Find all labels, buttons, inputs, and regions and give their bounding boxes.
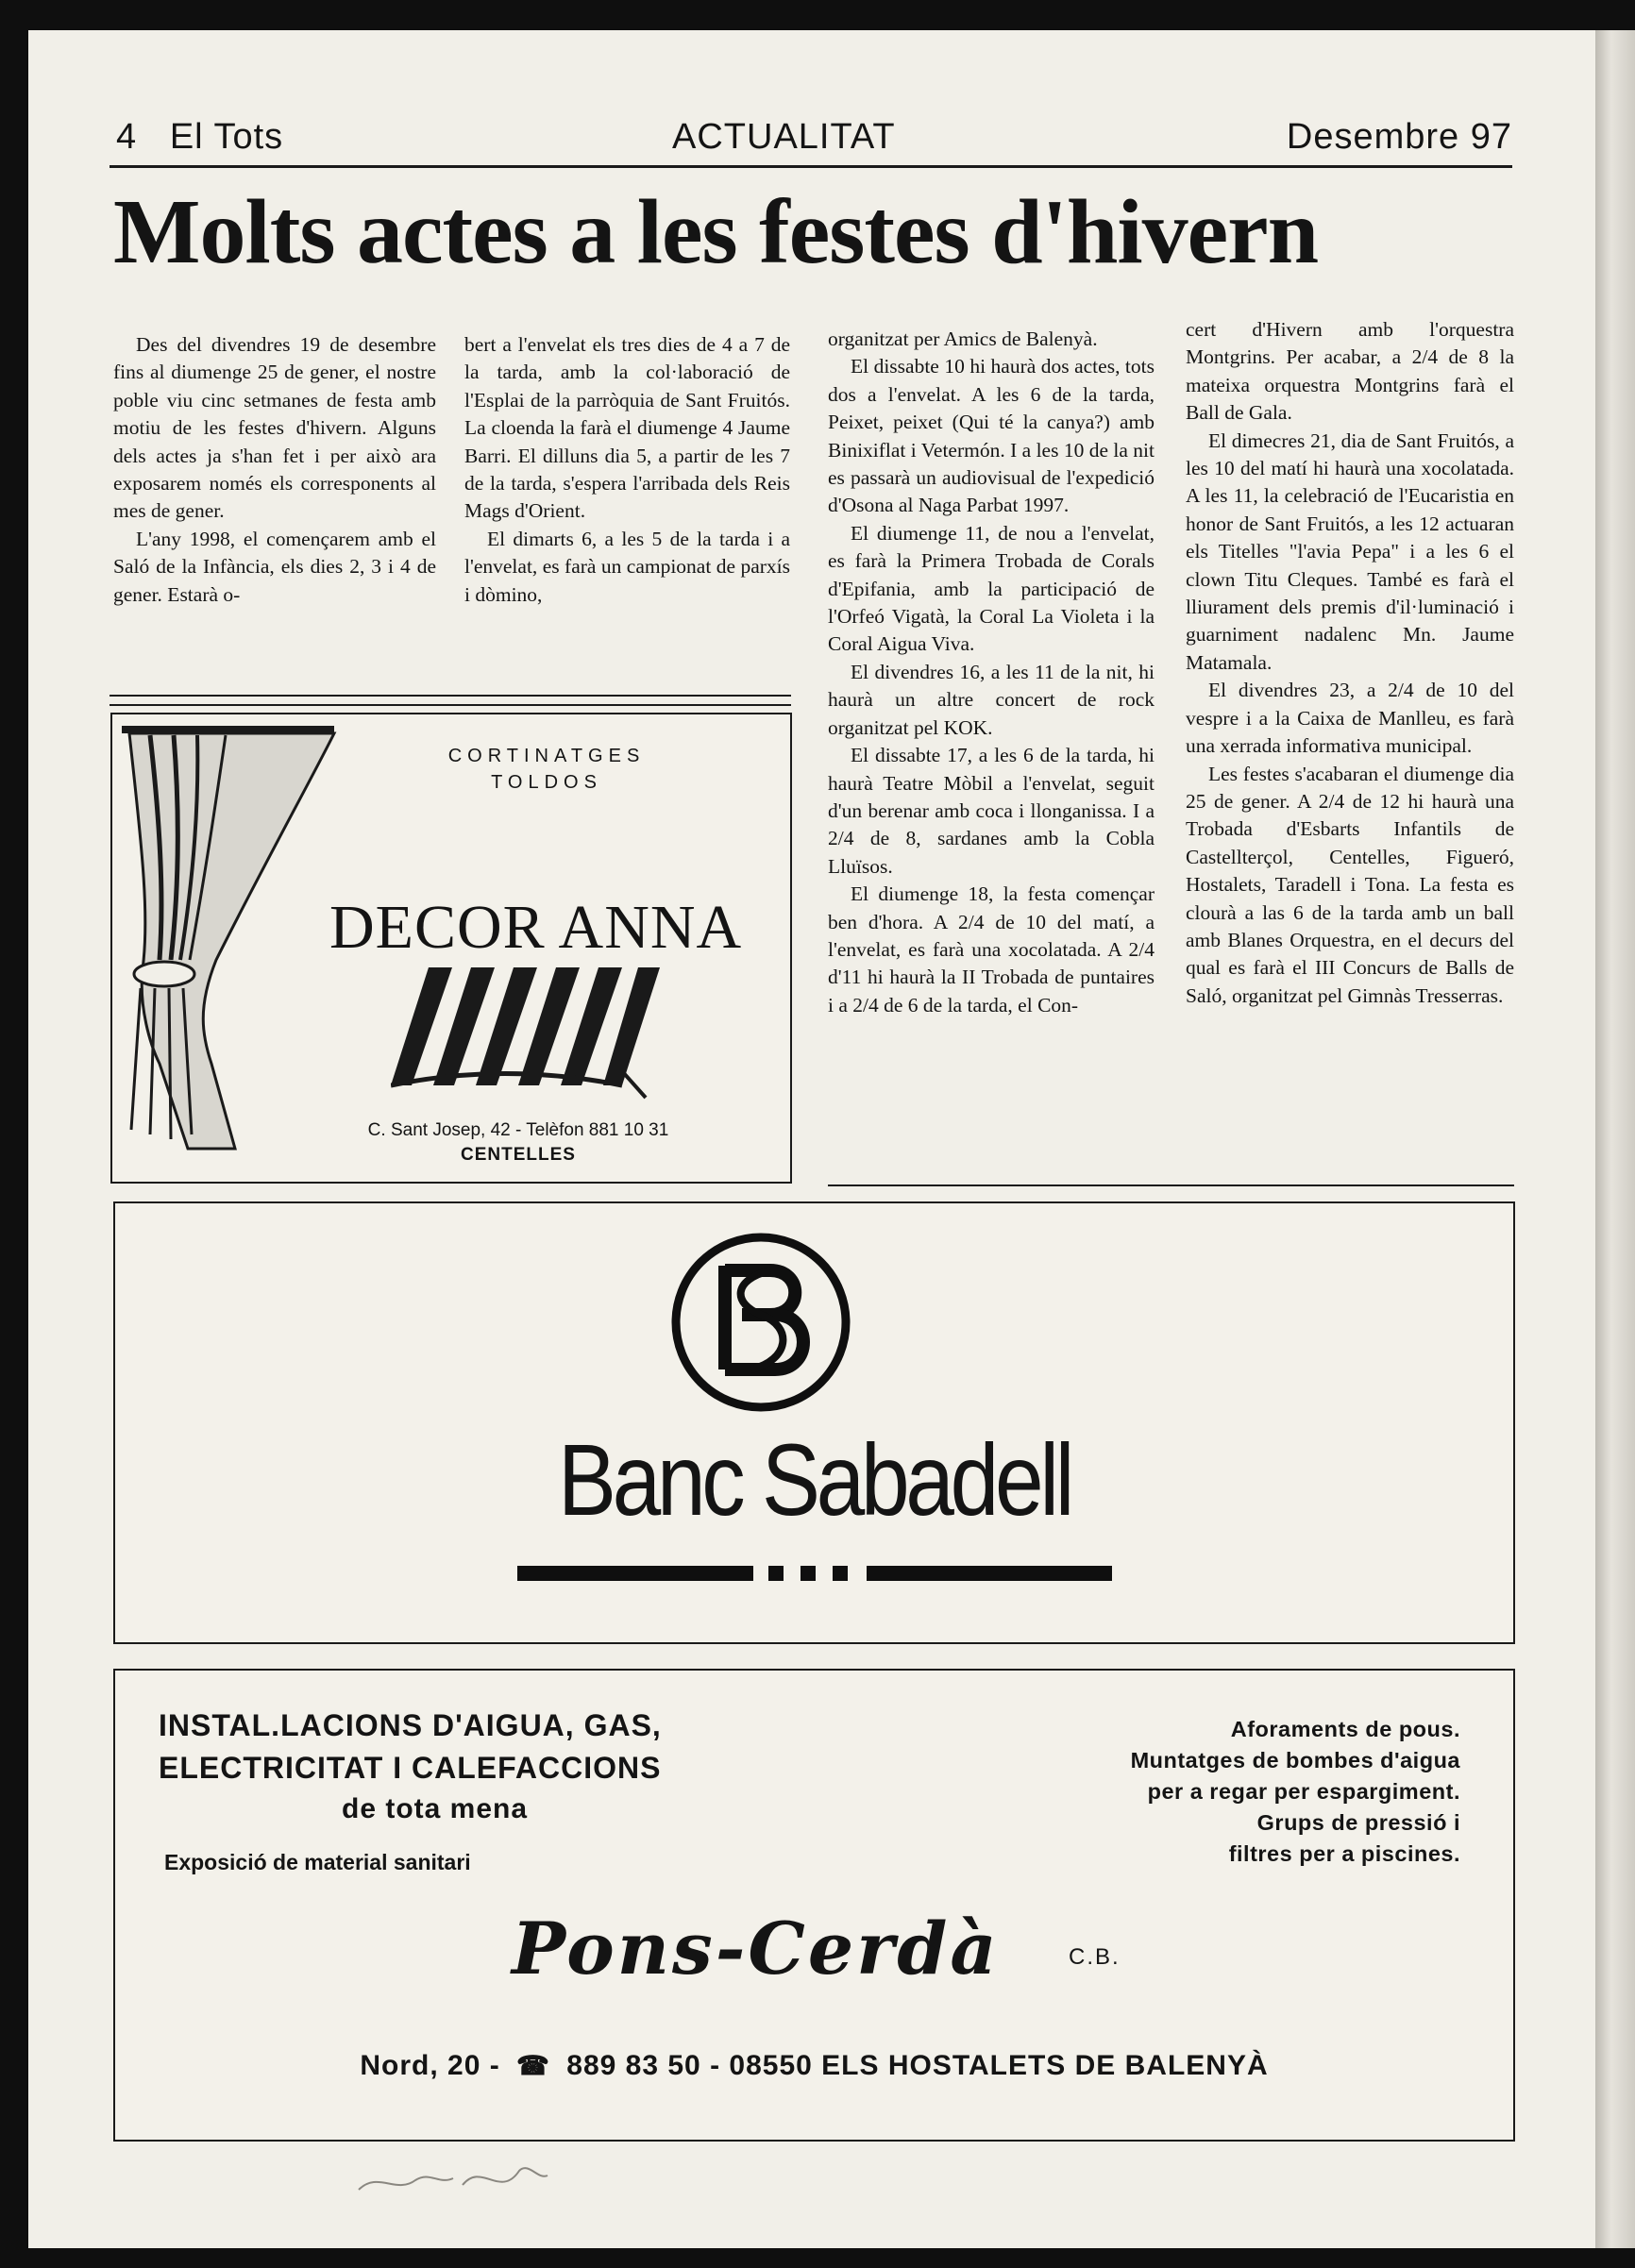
article-column-2	[464, 331, 790, 609]
ad-service-curtains: CORTINATGES	[447, 746, 646, 766]
paragraph: El dissabte 17, a les 6 de la tarda, hi haurà Teatre Mòbil a l'envelat, seguit d'un berenar amb coca i llonganissa. I a 2/4 de 8, sardanes amb la Cobla Lluïsos.	[828, 744, 1155, 878]
paragraph: El divendres 16, a les 11 de la nit, hi haurà un altre concert de rock organitzat pel KOK.	[828, 660, 1155, 739]
ad-services-subtitle: de tota mena	[342, 1793, 529, 1824]
divider	[828, 1184, 1514, 1186]
bank-underline-logo	[517, 1562, 1112, 1585]
bank-name: Banc Sabadell	[557, 1422, 1071, 1537]
paragraph: Des del divendres 19 de desembre fins al diumenge 25 de gener, el nostre poble viu cinc setmanes de festa amb motiu de les festes d'hivern. Alguns dels actes ja s'han fet i per això ara exposarem només els corresponents al mes de gener.	[113, 333, 436, 523]
ad-services-line: ELECTRICITAT I CALEFACCIONS	[159, 1751, 662, 1785]
ad-service-item: Aforaments de pous.	[1230, 1717, 1460, 1741]
ad-street: Nord, 20 -	[360, 2050, 500, 2081]
page-spine	[1595, 30, 1635, 2248]
page-number: 4	[116, 117, 138, 157]
ad-services-line: INSTAL.LACIONS D'AIGUA, GAS,	[159, 1708, 662, 1742]
paragraph: El dissabte 10 hi haurà dos actes, tots dos a l'envelat. A les 6 de la tarda, Peixet, peixet (Qui té la canya?) amb Binixiflat i Vetermón. I a les 10 de la nit es passarà un audiovisual de l'expedició d'Osona al Naga Parbat 1997.	[828, 355, 1155, 517]
paragraph: organitzat per Amics de Balenyà.	[828, 328, 1098, 350]
section-name: ACTUALITAT	[672, 117, 896, 157]
ad-contact-line	[115, 2050, 1513, 2082]
page-header-left	[116, 117, 283, 158]
ad-address-block	[301, 1118, 735, 1168]
paragraph: L'any 1998, el començarem amb el Saló de la Infància, els dies 2, 3 i 4 de gener. Estarà o-	[113, 527, 436, 606]
bank-logo-icon	[666, 1228, 855, 1417]
paragraph: El diumenge 11, de nou a l'envelat, es farà la Primera Trobada de Corals d'Epifania, amb la participació de l'Orfeó Vigatà, la Coral La Violeta i la Coral Aigua Viva.	[828, 521, 1155, 656]
paragraph: cert d'Hivern amb l'orquestra Montgrins. Per acabar, a 2/4 de 8 la mateixa orquestra Montgrins farà el Ball de Gala.	[1186, 318, 1514, 425]
ad-services-list	[1131, 1714, 1460, 1870]
article-title: Molts actes a les festes d'hivern	[113, 181, 1319, 283]
article-column-3	[828, 326, 1155, 1019]
paragraph: El diumenge 18, la festa començar ben d'hora. A 2/4 de 10 del matí, a l'envelat, es farà una xocolatada. A 2/4 d'11 hi haurà la II Trobada de puntaires i a 2/4 de 6 de la tarda, el Con-	[828, 882, 1155, 1016]
advertisement-decor-anna	[110, 713, 792, 1184]
ad-service-item: filtres per a piscines.	[1228, 1841, 1460, 1866]
ad-service-item: Muntatges de bombes d'aigua	[1130, 1748, 1460, 1772]
ad-service-item: Grups de pressió i	[1256, 1810, 1460, 1835]
curtain-icon	[122, 724, 339, 1158]
publication-name: El Tots	[169, 117, 284, 157]
ad-brand-name: Pons-Cerdà	[512, 1907, 1000, 1991]
ad-address: C. Sant Josep, 42 - Telèfon 881 10 31	[367, 1120, 669, 1140]
ad-services	[414, 743, 679, 796]
ad-phone: 889 83 50	[566, 2050, 701, 2081]
paragraph: El dimarts 6, a les 5 de la tarda i a l'envelat, es farà un campionat de parxís i dòmino,	[464, 527, 790, 606]
ad-brand-suffix: C.B.	[1069, 1944, 1121, 1970]
ad-showroom-note: Exposició de material sanitari	[164, 1850, 471, 1874]
ad-service-awnings: TOLDOS	[491, 772, 602, 793]
ad-town: CENTELLES	[461, 1145, 576, 1165]
advertisement-pons-cerda	[113, 1669, 1515, 2142]
handwritten-signature	[349, 2142, 557, 2209]
article-column-4	[1186, 316, 1514, 1010]
ad-service-item: per a regar per espargiment.	[1147, 1779, 1460, 1804]
ad-business-name: DECOR ANNA	[329, 893, 743, 962]
awning-icon	[391, 967, 674, 1100]
divider	[110, 695, 791, 706]
telephone-icon: ☎	[516, 2051, 550, 2080]
paragraph: El divendres 23, a 2/4 de 10 del vespre i a la Caixa de Manlleu, es farà una xerrada informativa municipal.	[1186, 679, 1514, 758]
ad-town: - 08550 ELS HOSTALETS DE BALENYÀ	[710, 2050, 1269, 2081]
paragraph: bert a l'envelat els tres dies de 4 a 7 de la tarda, amb la col·laboració de l'Esplai de la parròquia de Sant Fruitós. La cloenda la farà el diumenge 4 Jaume Barri. El dilluns dia 5, a partir de les 7 de la tarda, s'espera l'arribada dels Reis Mags d'Orient.	[464, 333, 790, 523]
article-column-1	[113, 331, 436, 609]
paragraph: El dimecres 21, dia de Sant Fruitós, a les 10 del matí hi haurà una xocolatada. A les 11, la celebració de l'Eucaristia en honor de Sant Fruitós, a les 12 actuaran els Titelles "l'avia Pepa" i a les 6 el clown Titu Cleques. També es farà el lliurament dels premis d'il·luminació i guarniment nadalenc Mn. Jaume Matamala.	[1186, 428, 1514, 674]
advertisement-banc-sabadell	[113, 1201, 1515, 1644]
paragraph: Les festes s'acabaran el diumenge dia 25 de gener. A 2/4 de 12 hi haurà una Trobada d'Esbarts Infantils de Castellterçol, Centelles, Figueró, Hostalets, Taradell i Tona. La festa es clourà a las 6 de la tarda amb un ball amb Blanes Orquestra, en el decurs del qual es farà el III Concurs de Balls de Saló, organitzat pel Gimnàs Tresserras.	[1186, 762, 1514, 1007]
ad-services-heading	[159, 1705, 662, 1789]
issue-date: Desembre 97	[1286, 117, 1512, 157]
header-rule	[110, 165, 1512, 168]
